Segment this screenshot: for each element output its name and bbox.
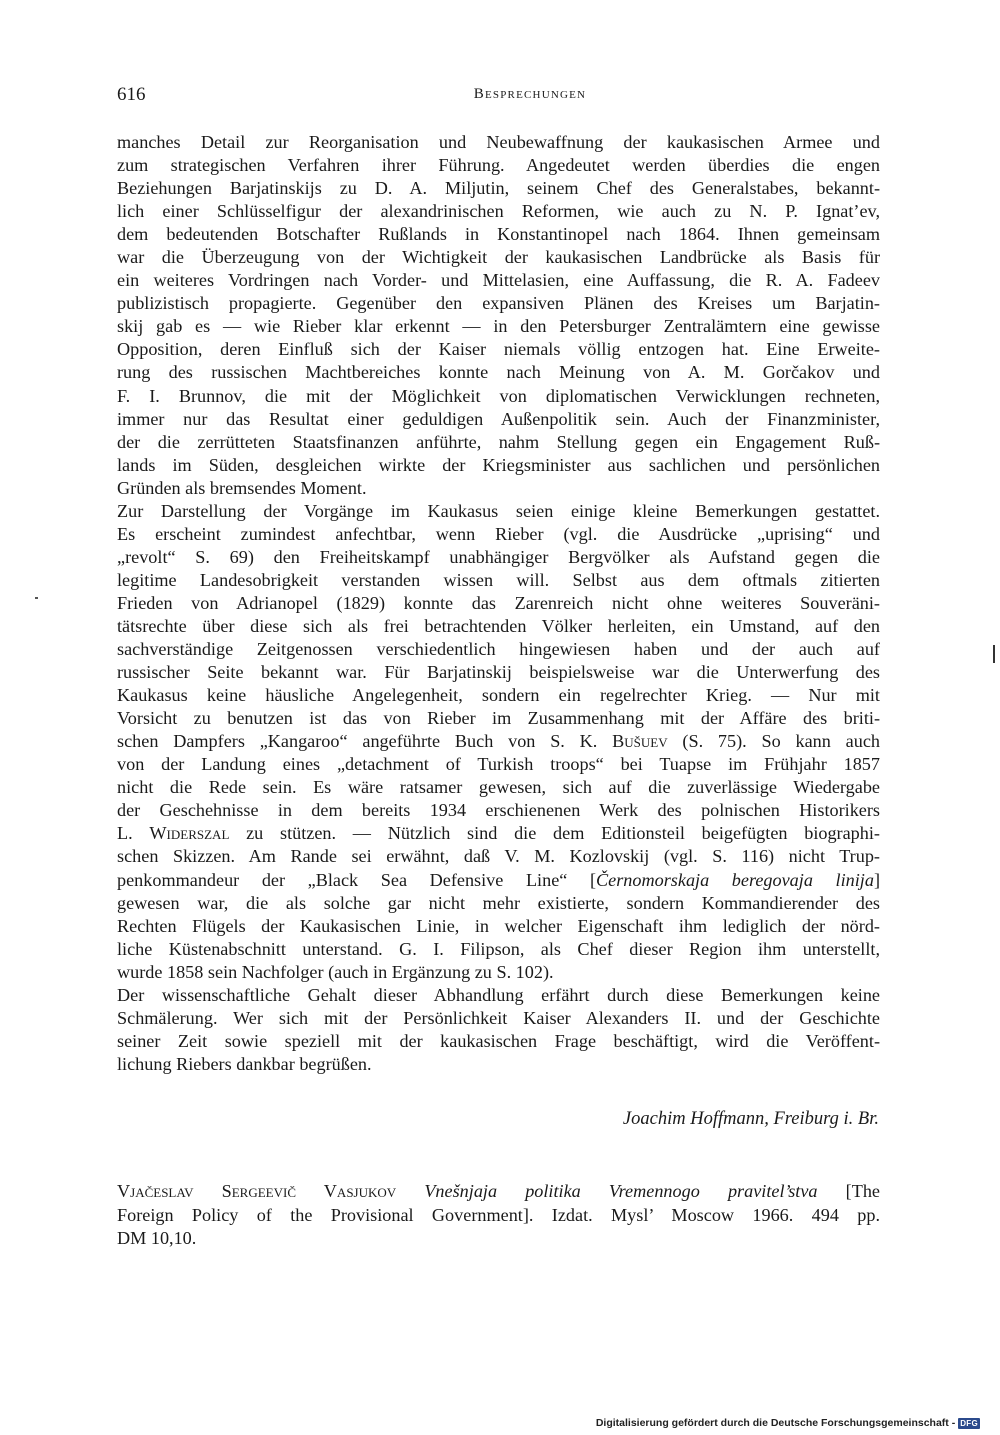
text-line: der die zerrütteten Staatsfinanzen anführte, nahm Stellung gegen ein Engagement Ruß- xyxy=(117,431,880,452)
text-line: nicht die Rede sein. Es wäre ratsamer gewesen, sich auf die zuverlässige Wiedergabe xyxy=(117,777,880,798)
text-line: rung des russischen Machtbereiches konnte nach Meinung von A. M. Gorčakov und xyxy=(117,362,880,383)
text-line: Vorsicht zu benutzen ist das von Rieber im Zusammenhang mit der Affäre des briti- xyxy=(117,708,880,729)
dfg-logo-icon: DFG xyxy=(960,1418,978,1428)
author-name-widerszal: Widerszal xyxy=(149,823,230,844)
text-line: sachverständige Zeitgenossen verschiedentlich hingewiesen haben und der auch auf xyxy=(117,639,880,660)
text-line: gewesen war, die als solche gar nicht mehr existierte, sondern Kommandierender des xyxy=(117,892,880,913)
text-line: manches Detail zur Reorganisation und Neubewaffnung der kaukasischen Armee und xyxy=(117,132,880,152)
text-line: zum strategischen Verfahren ihrer Führung. Angedeutet werden überdies die engen xyxy=(117,155,880,176)
next-review-heading xyxy=(117,1180,880,1251)
book-title: Vnešnjaja politika Vremennogo pravitel’stva xyxy=(424,1181,818,1201)
text-line: lands im Süden, desgleichen wirkte der Kriegsminister aus sachlichen und persönlichen xyxy=(117,454,880,475)
text-line: skij gab es — wie Rieber klar erkennt — in den Petersburger Zentralämtern eine gewisse xyxy=(117,316,880,337)
page-number: 616 xyxy=(117,84,146,105)
text-line: schen Skizzen. Am Rande sei erwähnt, daß V. M. Kozlovskij (vgl. S. 116) nicht Trup- xyxy=(117,846,880,867)
margin-mark xyxy=(993,645,995,663)
text-line xyxy=(117,730,880,753)
text-line: Foreign Policy of the Provisional Government]. Izdat. Mysl’ Moscow 1966. 494 pp. xyxy=(117,1204,880,1225)
text-line: Zur Darstellung der Vorgänge im Kaukasus seien einige kleine Bemerkungen gestattet. xyxy=(117,500,880,521)
text-line: „revolt“ S. 69) den Freiheitskampf unabhängiger Bergvölker als Aufstand gegen die xyxy=(117,546,880,567)
text-line: seiner Zeit sowie speziell mit der kaukasischen Frage beschäftigt, wird die Veröffent- xyxy=(117,1030,880,1051)
text-line: Rechten Flügels der Kaukasischen Linie, in welcher Eigenschaft ihm lediglich der nörd- xyxy=(117,915,880,936)
text-line xyxy=(117,822,880,845)
reviewer-signature: Joachim Hoffmann, Freiburg i. Br. xyxy=(622,1109,879,1129)
text-line: publizistisch propagierte. Gegenüber den expansiven Plänen des Kreises um Barjatin- xyxy=(117,293,880,314)
text-line: F. I. Brunnov, die mit der Möglichkeit von diplomatischen Verwicklungen rechneten, xyxy=(117,385,880,406)
book-author: Vjačeslav Sergeevič Vasjukov xyxy=(117,1181,397,1201)
text-fragment: (S. 75). So kann auch xyxy=(667,731,880,752)
paragraph-1 xyxy=(117,131,880,500)
text-line: Schmälerung. Wer sich mit der Persönlichkeit Kaiser Alexanders II. und der Geschichte xyxy=(117,1007,880,1028)
text-line: DM 10,10. xyxy=(117,1228,197,1248)
text-fragment: penkommandeur der „Black Sea Defensive Line“ [ xyxy=(117,869,597,890)
paragraph-3 xyxy=(117,984,880,1076)
text-line: war die Überzeugung von der Wichtigkeit der kaukasischen Landbrücke als Basis für xyxy=(117,247,880,268)
digitization-footer xyxy=(596,1417,980,1429)
text-line: legitime Landesobrigkeit verstanden wissen will. Selbst aus dem oftmals zitierten xyxy=(117,569,880,590)
text-line: dem bedeutenden Botschafter Rußlands in Konstantinopel nach 1864. Ihnen gemeinsam xyxy=(117,224,880,245)
text-line: lichung Riebers dankbar begrüßen. xyxy=(117,1053,372,1074)
text-line: Beziehungen Barjatinskijs zu D. A. Miljutin, seinem Chef des Generalstabes, bekannt- xyxy=(117,178,880,199)
paragraph-2 xyxy=(117,500,880,984)
text-fragment: [The xyxy=(817,1181,881,1201)
text-line: russischer Seite bekannt war. Für Barjatinskij beispielsweise war die Unterwerfung des xyxy=(117,662,880,683)
text-line: Kaukasus keine häusliche Angelegenheit, sondern ein regelrechter Krieg. — Nur mit xyxy=(117,685,880,706)
review-body xyxy=(117,131,880,1076)
text-line: Der wissenschaftliche Gehalt dieser Abhandlung erfährt durch diese Bemerkungen keine xyxy=(117,984,880,1005)
text-line: Gründen als bremsendes Moment. xyxy=(117,477,367,498)
text-fragment: zu stützen. — Nützlich sind die dem Editionsteil beigefügten biographi- xyxy=(229,823,880,844)
text-line: der Geschehnisse in dem bereits 1934 erschienenen Werk des polnischen Historikers xyxy=(117,800,880,821)
text-fragment: L. xyxy=(117,823,150,844)
text-line: tätsrechte über diese sich als frei betrachtenden Völker herleiten, ein Umstand, auf den xyxy=(117,615,880,636)
text-line: immer nur das Resultat einer geduldigen Außenpolitik sein. Auch der Finanzminister, xyxy=(117,408,880,429)
text-line xyxy=(117,1180,880,1204)
text-line: Frieden von Adrianopel (1829) konnte das Zarenreich nicht ohne weiteres Souveräni- xyxy=(117,592,880,613)
author-name-busuev: Bušuev xyxy=(612,731,668,752)
text-line: lich einer Schlüsselfigur der alexandrinischen Reformen, wie auch zu N. P. Ignat’ev, xyxy=(117,201,880,222)
text-line: ein weiteres Vordringen nach Vorder- und Mittelasien, eine Auffassung, die R. A. Fadeev xyxy=(117,270,880,291)
text-fragment: schen Dampfers „Kangaroo“ angeführte Buch von S. K. xyxy=(117,731,613,752)
text-line: von der Landung eines „detachment of Turkish troops“ bei Tuapse im Frühjahr 1857 xyxy=(117,754,880,775)
text-line: wurde 1858 sein Nachfolger (auch in Ergänzung zu S. 102). xyxy=(117,961,554,982)
scan-speck xyxy=(35,597,38,599)
text-fragment: ] xyxy=(873,869,880,890)
text-line: liche Küstenabschnitt unterstand. G. I. Filipson, als Chef dieser Region ihm unterstellt, xyxy=(117,938,880,959)
footer-text: Digitalisierung gefördert durch die Deutsche Forschungsgemeinschaft - xyxy=(595,1417,956,1429)
text-line: Es erscheint zumindest anfechtbar, wenn Rieber (vgl. die Ausdrücke „uprising“ und xyxy=(117,523,880,544)
text-line: Opposition, deren Einfluß sich der Kaiser niemals völlig entzogen hat. Eine Erweite- xyxy=(117,339,880,360)
italic-term: Černomorskaja beregovaja linija xyxy=(596,869,874,890)
running-head: Besprechungen xyxy=(473,86,587,102)
text-line xyxy=(117,869,880,892)
